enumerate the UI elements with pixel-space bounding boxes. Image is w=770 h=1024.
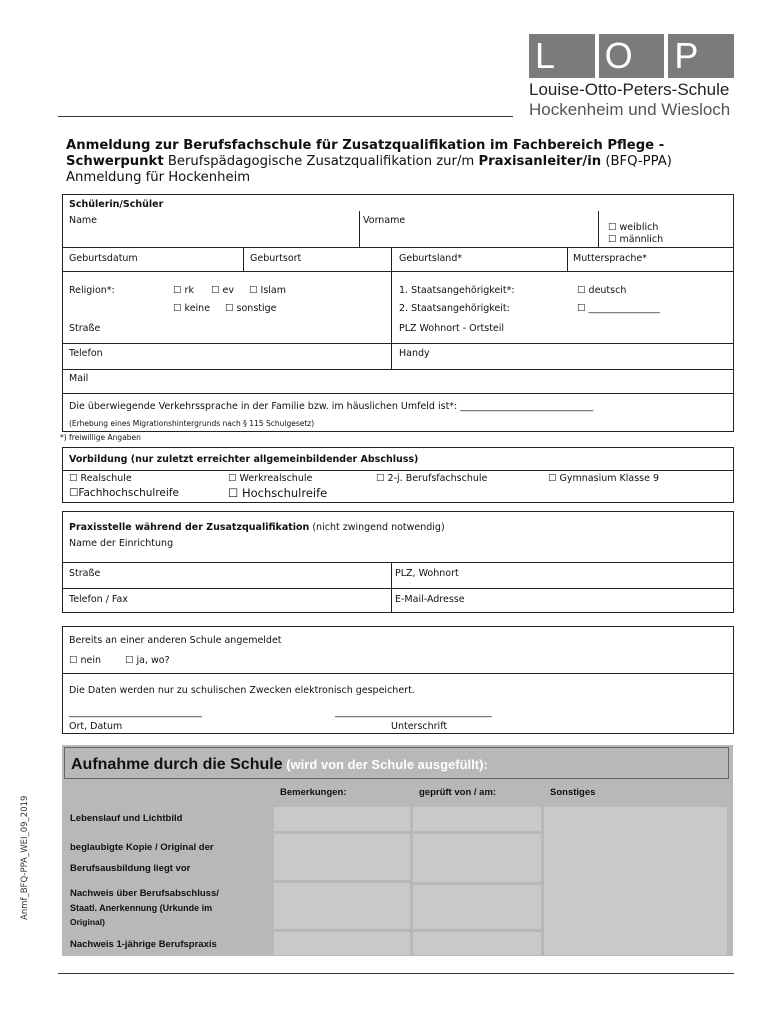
school-logo: [529, 34, 734, 78]
staat1-deutsch-checkbox[interactable]: ☐ deutsch: [577, 285, 627, 296]
strasse-label: Straße: [69, 323, 101, 334]
praxis-section: [62, 511, 734, 613]
cell-bemerkungen-2[interactable]: [274, 834, 410, 880]
title-line-3: Anmeldung für Hockenheim: [66, 170, 251, 185]
document-title: [66, 138, 734, 186]
religion-sonstige-checkbox[interactable]: ☐ sonstige: [225, 303, 277, 314]
praxis-plz-label: PLZ, Wohnort: [395, 568, 459, 579]
handy-label: Handy: [399, 348, 430, 359]
cell-geprueft-2[interactable]: [413, 834, 541, 882]
logo-letter-p: P: [668, 34, 734, 78]
student-header: Schülerin/Schüler: [69, 199, 164, 210]
col-geprueft: geprüft von / am:: [419, 787, 497, 798]
name-label: Name: [69, 215, 98, 226]
praxis-header: Praxisstelle während der Zusatzqualifikation (nicht zwingend notwendig): [69, 522, 445, 533]
cell-geprueft-3[interactable]: [413, 885, 541, 929]
religion-ev-checkbox[interactable]: ☐ ev: [211, 285, 235, 296]
ort-datum-label: Ort, Datum: [69, 721, 123, 732]
student-section: [62, 194, 734, 432]
verkehrssprache-field[interactable]: Die überwiegende Verkehrssprache in der Familie bzw. im häuslichen Umfeld ist*: ____________________________: [69, 401, 594, 412]
admission-title-bar: [64, 747, 729, 779]
row-beglaubigte-kopie: beglaubigte Kopie / Original der Berufsausbildung liegt vor: [70, 842, 214, 874]
geburtsdatum-label: Geburtsdatum: [69, 253, 138, 264]
werkrealschule-checkbox[interactable]: ☐ Werkrealschule: [228, 473, 313, 484]
logo-school-location: Hockenheim und Wiesloch: [529, 100, 731, 119]
realschule-checkbox[interactable]: ☐ Realschule: [69, 473, 132, 484]
staat2-field[interactable]: ☐ _______________: [577, 303, 660, 314]
form-id-vertical: Anmf_BFQ-PPA_WEI_09_2019: [20, 795, 30, 920]
religion-keine-checkbox[interactable]: ☐ keine: [173, 303, 211, 314]
vorbildung-section: [62, 447, 734, 503]
cell-sonstiges[interactable]: [544, 807, 727, 955]
unterschrift-label: Unterschrift: [391, 721, 448, 732]
religion-rk-checkbox[interactable]: ☐ rk: [173, 285, 194, 296]
vorbildung-header: Vorbildung (nur zuletzt erreichter allgemeinbildender Abschluss): [69, 454, 419, 465]
cell-geprueft-4[interactable]: [413, 932, 541, 955]
title-line-1: Anmeldung zur Berufsfachschule für Zusatzqualifikation im Fachbereich Pflege -: [66, 138, 665, 153]
berufsfachschule-checkbox[interactable]: ☐ 2-j. Berufsfachschule: [376, 473, 488, 484]
unterschrift-line[interactable]: _________________________________: [335, 707, 492, 718]
geburtsort-label: Geburtsort: [250, 253, 302, 264]
row-nachweis-berufsabschluss: Nachweis über Berufsabschluss/ Staatl. Anerkennung (Urkunde im Original): [70, 888, 219, 927]
angemeldet-label: Bereits an einer anderen Schule angemeldet: [69, 635, 282, 646]
header-rule: [58, 116, 513, 117]
staat2-label: 2. Staatsangehörigkeit:: [399, 303, 510, 314]
cell-bemerkungen-3[interactable]: [274, 883, 410, 929]
praxis-strasse-label: Straße: [69, 568, 101, 579]
telefon-label: Telefon: [69, 348, 103, 359]
col-bemerkungen: Bemerkungen:: [280, 787, 347, 798]
row-nachweis-berufspraxis: Nachweis 1-jährige Berufspraxis: [70, 939, 217, 950]
hochschulreife-checkbox[interactable]: ☐ Hochschulreife: [228, 486, 328, 500]
admission-title: Aufnahme durch die Schule (wird von der Schule ausgefüllt):: [71, 756, 488, 773]
logo-letter-l: L: [529, 34, 595, 78]
cell-geprueft-1[interactable]: [413, 807, 541, 831]
weiblich-checkbox[interactable]: ☐ weiblich: [608, 222, 659, 233]
fachhochschulreife-checkbox[interactable]: ☐Fachhochschulreife: [69, 487, 179, 499]
geburtsland-label: Geburtsland*: [399, 253, 463, 264]
plz-label: PLZ Wohnort - Ortsteil: [399, 323, 505, 334]
ort-datum-line[interactable]: ____________________________: [69, 707, 202, 718]
vorname-label: Vorname: [363, 215, 406, 226]
religion-islam-checkbox[interactable]: ☐ Islam: [249, 285, 287, 296]
logo-letter-o: O: [599, 34, 665, 78]
title-line-2: Schwerpunkt Berufspädagogische Zusatzqualifikation zur/m Praxisanleiter/in (BFQ-PPA): [66, 154, 672, 169]
row-lebenslauf: Lebenslauf und Lichtbild: [70, 813, 183, 824]
signature-section: [62, 626, 734, 734]
muttersprache-label: Muttersprache*: [573, 253, 647, 264]
praxis-email-label: E-Mail-Adresse: [395, 594, 465, 605]
cell-bemerkungen-4[interactable]: [274, 932, 410, 955]
gymnasium-checkbox[interactable]: ☐ Gymnasium Klasse 9: [548, 473, 659, 484]
maennlich-checkbox[interactable]: ☐ männlich: [608, 234, 664, 245]
footnote: *) freiwillige Angaben: [60, 433, 141, 442]
admission-section: [62, 745, 733, 956]
einrichtung-label: Name der Einrichtung: [69, 538, 174, 549]
footer-rule: [58, 973, 734, 974]
religion-label: Religion*:: [69, 285, 115, 296]
nein-checkbox[interactable]: ☐ nein: [69, 655, 102, 666]
cell-bemerkungen-1[interactable]: [274, 807, 410, 831]
praxis-telefon-label: Telefon / Fax: [69, 594, 128, 605]
ja-checkbox[interactable]: ☐ ja, wo?: [125, 655, 170, 666]
datenschutz-note: Die Daten werden nur zu schulischen Zwecken elektronisch gespeichert.: [69, 685, 415, 696]
erhebung-note: (Erhebung eines Migrationshintergrunds nach § 115 Schulgesetz): [69, 419, 315, 428]
staat1-label: 1. Staatsangehörigkeit*:: [399, 285, 515, 296]
col-sonstiges: Sonstiges: [550, 787, 596, 798]
mail-label: Mail: [69, 373, 89, 384]
logo-school-name: Louise-Otto-Peters-Schule: [529, 80, 730, 99]
